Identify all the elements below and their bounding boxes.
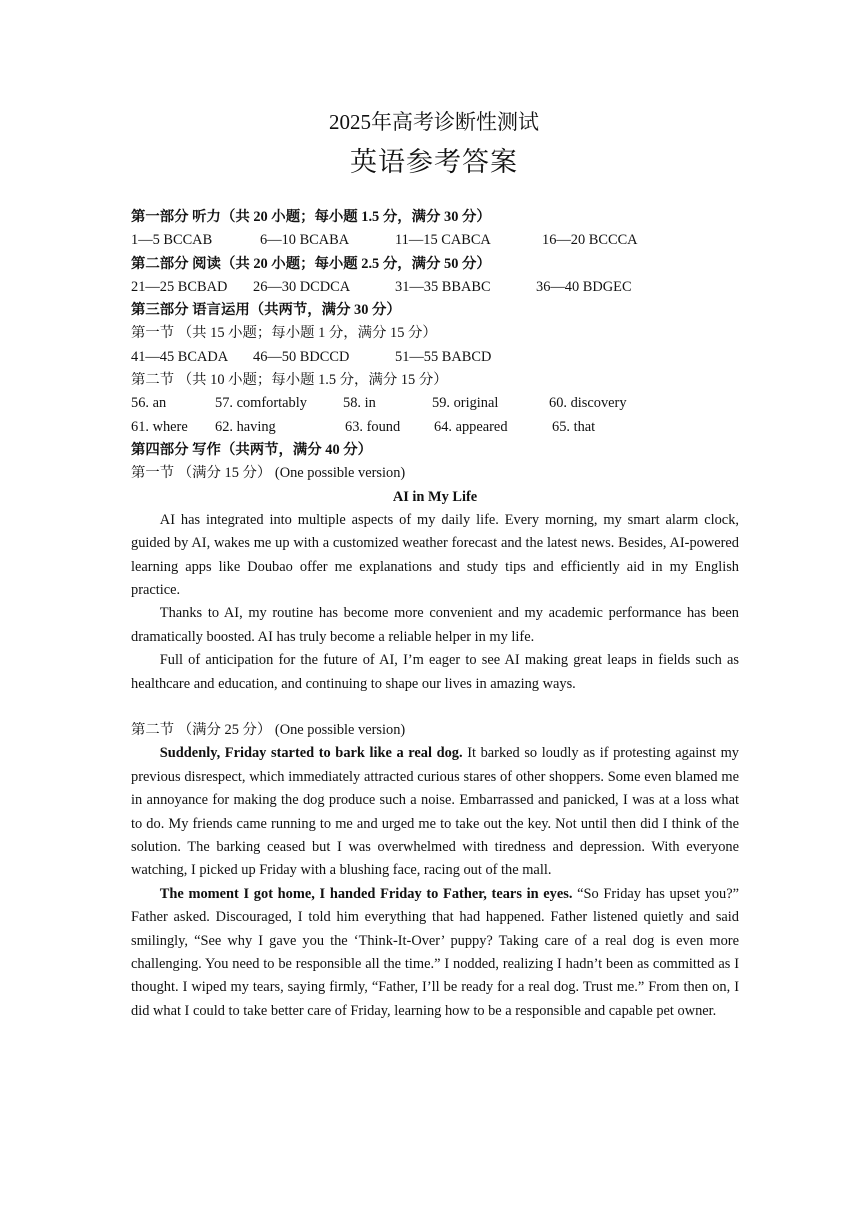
part3-section1-heading: 第一节 （共 15 小题；每小题 1 分，满分 15 分） [131, 325, 437, 342]
story-paragraph [131, 883, 739, 1023]
cloze-answer: 65. that [552, 418, 596, 435]
part4-section2-heading: 第二节 （满分 25 分） (One possible version) [131, 722, 406, 739]
part3-section2-row1 [131, 392, 739, 415]
part3-section2-row2 [131, 416, 739, 439]
cloze-answer: 63. found [345, 418, 401, 435]
exam-subtitle: 2025年高考诊断性测试 [329, 110, 539, 134]
section-spacer [131, 696, 739, 719]
cloze-answer: 62. having [215, 418, 276, 435]
part2-heading: 第二部分 阅读（共 20 小题；每小题 2.5 分，满分 50 分） [131, 255, 491, 272]
answer-group: 51—55 BABCD [395, 348, 492, 365]
answer-group: 1—5 BCCAB [131, 232, 213, 249]
story-lead-sentence: The moment I got home, I handed Friday to Father, tears in eyes. [159, 885, 573, 902]
answer-group: 36—40 BDGEC [536, 278, 632, 295]
part1-heading: 第一部分 听力（共 20 小题；每小题 1.5 分，满分 30 分） [131, 209, 491, 225]
cloze-answer: 58. in [343, 395, 376, 412]
essay-paragraph: AI has integrated into multiple aspects of my daily life. Every morning, my smart alarm clock, guided by AI, wakes me up with a customized weather forecast and the latest news. Besides, AI-powered learning apps like Doubao offer me explanations and study tips and efficiently aid in my English practice. [131, 511, 739, 599]
story-lead-sentence: Suddenly, Friday started to bark like a real dog. [159, 745, 463, 762]
part3-section1-answers [131, 346, 739, 369]
answer-group: 21—25 BCBAD [131, 278, 228, 295]
answer-content [131, 206, 739, 1023]
essay-paragraph: Thanks to AI, my routine has become more convenient and my academic performance has been dramatically boosted. AI has truly become a reliable helper in my life. [131, 605, 739, 645]
story-paragraph [131, 742, 739, 882]
page-title: 英语参考答案 [350, 147, 518, 177]
essay-paragraph: Full of anticipation for the future of AI, I’m eager to see AI making great leaps in fields such as healthcare and education, and continuing to shape our lives in amazing ways. [131, 652, 739, 692]
answer-group: 41—45 BCADA [131, 348, 229, 365]
cloze-answer: 59. original [432, 395, 499, 412]
answer-group: 46—50 BDCCD [253, 348, 350, 365]
answer-group: 16—20 BCCCA [542, 232, 638, 249]
part4-heading: 第四部分 写作（共两节，满分 40 分） [131, 441, 373, 458]
part3-heading: 第三部分 语言运用（共两节，满分 30 分） [131, 302, 401, 319]
part2-answers [131, 276, 739, 299]
cloze-answer: 56. an [131, 395, 167, 412]
cloze-answer: 61. where [131, 418, 188, 435]
story-body-text: “So Friday has upset you?” Father asked. Discouraged, I told him everything that had happened. Father listened quietly and said smilingly, “See why I gave you the ‘Think-It-Over’ puppy? Taking care of a real dog is even more challenging. You need to be responsible all the time.” I nodded, realizing I hadn’t been as committed as I thought. I wiped my tears, saying firmly, “Father, I’ll be ready for a real dog. Trust me.” From then on, I did what I could to take better care of Friday, learning how to be a responsible and capable pet owner. [131, 885, 739, 1019]
answer-group: 26—30 DCDCA [253, 278, 351, 295]
cloze-answer: 60. discovery [549, 395, 627, 412]
cloze-answer: 57. comfortably [215, 395, 307, 412]
answer-group: 11—15 CABCA [395, 232, 491, 249]
answer-group: 31—35 BBABC [395, 278, 491, 295]
part1-answers [131, 229, 739, 252]
essay-title: AI in My Life [392, 488, 478, 505]
cloze-answer: 64. appeared [434, 418, 508, 435]
part4-section1-heading: 第一节 （满分 15 分） (One possible version) [131, 465, 406, 482]
story-body-text: It barked so loudly as if protesting against my previous disrespect, which immediately attracted curious stares of other shoppers. Some even blamed me in annoyance for making the dog produce such a noise. Embarrassed and panicked, I was at a loss what to do. My friends came running to me and urged me to take out the key. Not until then did I think of the solution. The barking ceased but I was overwhelmed with tiredness and depression. With everyone watching, I picked up Friday with a blushing face, racing out of the mall. [131, 745, 739, 879]
answer-group: 6—10 BCABA [260, 232, 350, 249]
part3-section2-heading: 第二节 （共 10 小题；每小题 1.5 分，满分 15 分） [131, 372, 448, 389]
